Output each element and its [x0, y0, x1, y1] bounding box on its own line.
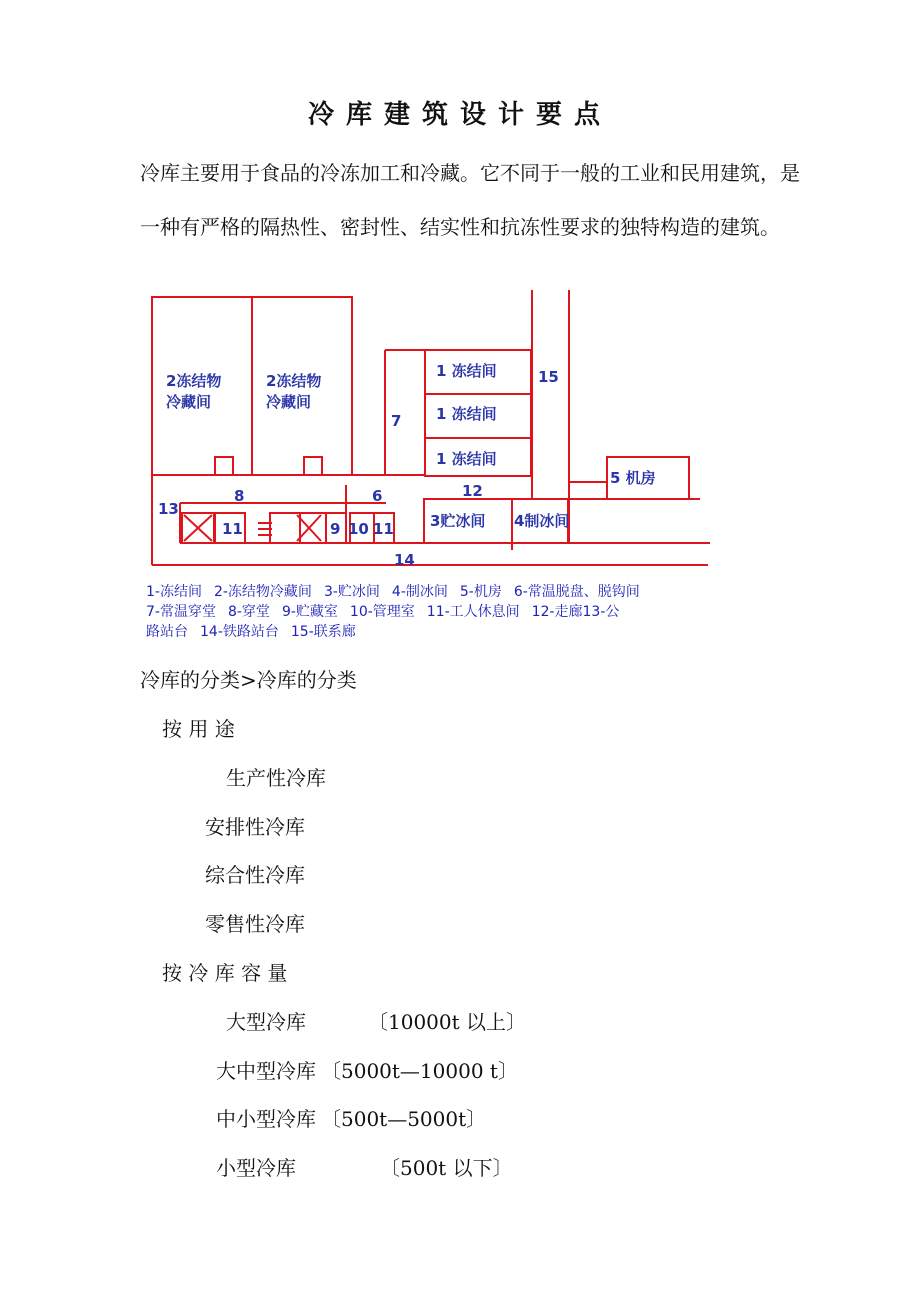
label-ice-make: 4制冰间	[514, 512, 570, 530]
page-title: 冷库建筑设计要点	[307, 100, 612, 130]
label-freeze-1: 1 冻结间	[436, 362, 497, 380]
capacity-name: 大中型冷库	[216, 1059, 316, 1083]
legend-item: 5-机房	[459, 584, 502, 600]
label-15: 15	[538, 368, 559, 386]
legend-item: 7-常温穿堂	[146, 604, 216, 620]
label-13: 13	[158, 500, 179, 518]
label-freeze-2: 1 冻结间	[436, 405, 497, 423]
legend-item: 2-冻结物冷藏间	[213, 584, 312, 600]
legend-item: 1-冻结间	[146, 584, 202, 600]
label-freeze-3: 1 冻结间	[436, 450, 497, 468]
capacity-range: 〔10000t 以上〕	[368, 1010, 527, 1034]
label-7: 7	[391, 412, 402, 430]
legend-item: 15-联系廊	[290, 624, 356, 640]
use-item: 综合性冷库	[205, 863, 305, 887]
label-11b: 11	[373, 520, 394, 538]
label-8: 8	[234, 487, 245, 505]
label-12: 12	[462, 482, 483, 500]
capacity-name: 大型冷库	[226, 1010, 306, 1034]
legend-item: 6-常温脱盘、脱钩间	[513, 584, 640, 600]
use-item: 生产性冷库	[226, 766, 326, 790]
diagram-legend	[146, 582, 786, 642]
label-ice-store: 3贮冰间	[430, 512, 486, 530]
legend-item: 8-穿堂	[227, 604, 270, 620]
classification-heading: 冷库的分类>冷库的分类	[140, 668, 357, 692]
label-6: 6	[372, 487, 383, 505]
label-storage-a-1: 2冻结物	[166, 372, 222, 390]
label-machine-room: 5 机房	[610, 469, 656, 487]
legend-item: 3-贮冰间	[323, 584, 380, 600]
capacity-range: 〔500t 以下〕	[380, 1156, 513, 1180]
label-10: 10	[348, 520, 369, 538]
capacity-range: 〔500t—5000t〕	[321, 1107, 487, 1131]
capacity-range: 〔5000t—10000 t〕	[321, 1059, 518, 1083]
legend-item: 10-管理室	[349, 604, 415, 620]
label-storage-b-1: 2冻结物	[266, 372, 322, 390]
by-capacity-heading: 按 冷 库 容 量	[162, 961, 288, 985]
label-14: 14	[394, 551, 415, 569]
label-storage-b-2: 冷藏间	[266, 393, 312, 411]
capacity-name: 中小型冷库	[216, 1107, 316, 1131]
legend-item: 路站台	[146, 624, 188, 640]
legend-item: 12-走廊13-公	[531, 604, 620, 620]
use-item: 零售性冷库	[205, 912, 305, 936]
intro-paragraph: 冷库主要用于食品的冷冻加工和冷藏。它不同于一般的工业和民用建筑，是一种有严格的隔热性、密封性、结实性和抗冻性要求的独特构造的建筑。	[140, 161, 800, 239]
capacity-name: 小型冷库	[216, 1156, 296, 1180]
legend-item: 9-贮藏室	[281, 604, 338, 620]
cold-storage-floor-plan	[140, 285, 760, 575]
legend-item: 4-制冰间	[391, 584, 448, 600]
label-11a: 11	[222, 520, 243, 538]
legend-item: 11-工人休息间	[426, 604, 520, 620]
legend-item: 14-铁路站台	[200, 624, 279, 640]
label-9: 9	[330, 520, 341, 538]
use-item: 安排性冷库	[205, 815, 305, 839]
label-storage-a-2: 冷藏间	[166, 393, 212, 411]
by-use-heading: 按 用 途	[162, 717, 235, 741]
